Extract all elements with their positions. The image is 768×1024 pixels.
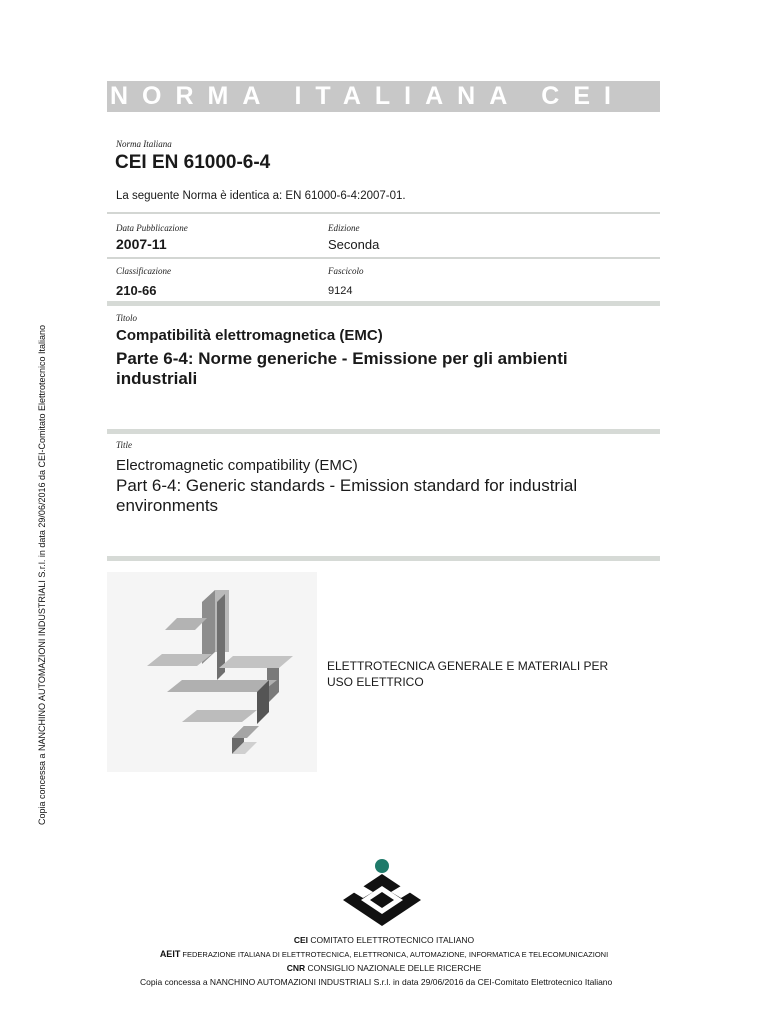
side-copy-notice: Copia concessa a NANCHINO AUTOMAZIONI INDUSTRIALI S.r.l. in data 29/06/2016 da CEI-Comitato Elettrotecnico Italiano [37, 324, 47, 825]
divider [107, 429, 660, 434]
titolo-line-1: Compatibilità elettromagnetica (EMC) [116, 327, 383, 344]
sector-logo-icon [107, 572, 317, 772]
divider [107, 301, 660, 306]
titolo-line-3: industriali [116, 369, 198, 388]
title-line-2: Part 6-4: Generic standards - Emission standard for industrial [116, 476, 578, 495]
fascicolo-value: 9124 [328, 285, 353, 297]
footer-cei [0, 935, 768, 945]
aeit-name: FEDERAZIONE ITALIANA DI ELETTROTECNICA, ELETTRONICA, AUTOMAZIONE, INFORMATICA E TELECOMUNICAZIONI [182, 950, 609, 959]
footer-aeit [0, 949, 768, 959]
title-label: Title [116, 440, 133, 450]
edizione-value: Seconda [328, 237, 380, 252]
norma-italiana-cei-banner: NORMA ITALIANA CEI [107, 81, 660, 112]
footer-copy-notice: Copia concessa a NANCHINO AUTOMAZIONI INDUSTRIALI S.r.l. in data 29/06/2016 da CEI-Comitato Elettrotecnico Italiano [140, 977, 613, 987]
divider [107, 212, 660, 214]
data-pubblicazione-value: 2007-11 [116, 236, 167, 252]
sector-line-1: ELETTROTECNICA GENERALE E MATERIALI PER [327, 659, 609, 673]
titolo-line-2: Parte 6-4: Norme generiche - Emissione per gli ambienti [116, 349, 568, 368]
cei-sector-logo-panel [107, 572, 317, 772]
sector-line-2: USO ELETTRICO [327, 675, 424, 689]
standard-code: CEI EN 61000-6-4 [115, 152, 271, 173]
title-line-1: Electromagnetic compatibility (EMC) [116, 457, 358, 474]
cei-emblem-icon [341, 856, 423, 928]
fascicolo-label: Fascicolo [328, 266, 364, 276]
footer-cnr [0, 963, 768, 973]
cnr-abbr: CNR [286, 963, 306, 973]
title-line-3: environments [116, 496, 219, 515]
classificazione-label: Classificazione [116, 266, 172, 276]
cei-abbr: CEI [293, 935, 309, 945]
aeit-abbr: AEIT [159, 949, 181, 959]
classificazione-value: 210-66 [116, 283, 157, 298]
divider [107, 257, 660, 259]
edizione-label: Edizione [328, 223, 360, 233]
identical-note: La seguente Norma è identica a: EN 61000-6-4:2007-01. [116, 190, 406, 202]
cnr-name: CONSIGLIO NAZIONALE DELLE RICERCHE [307, 963, 482, 973]
cei-name: COMITATO ELETTROTECNICO ITALIANO [310, 935, 475, 945]
titolo-label: Titolo [116, 313, 138, 323]
norma-italiana-label: Norma Italiana [116, 139, 172, 149]
divider [107, 556, 660, 561]
data-pubblicazione-label: Data Pubblicazione [116, 223, 188, 233]
